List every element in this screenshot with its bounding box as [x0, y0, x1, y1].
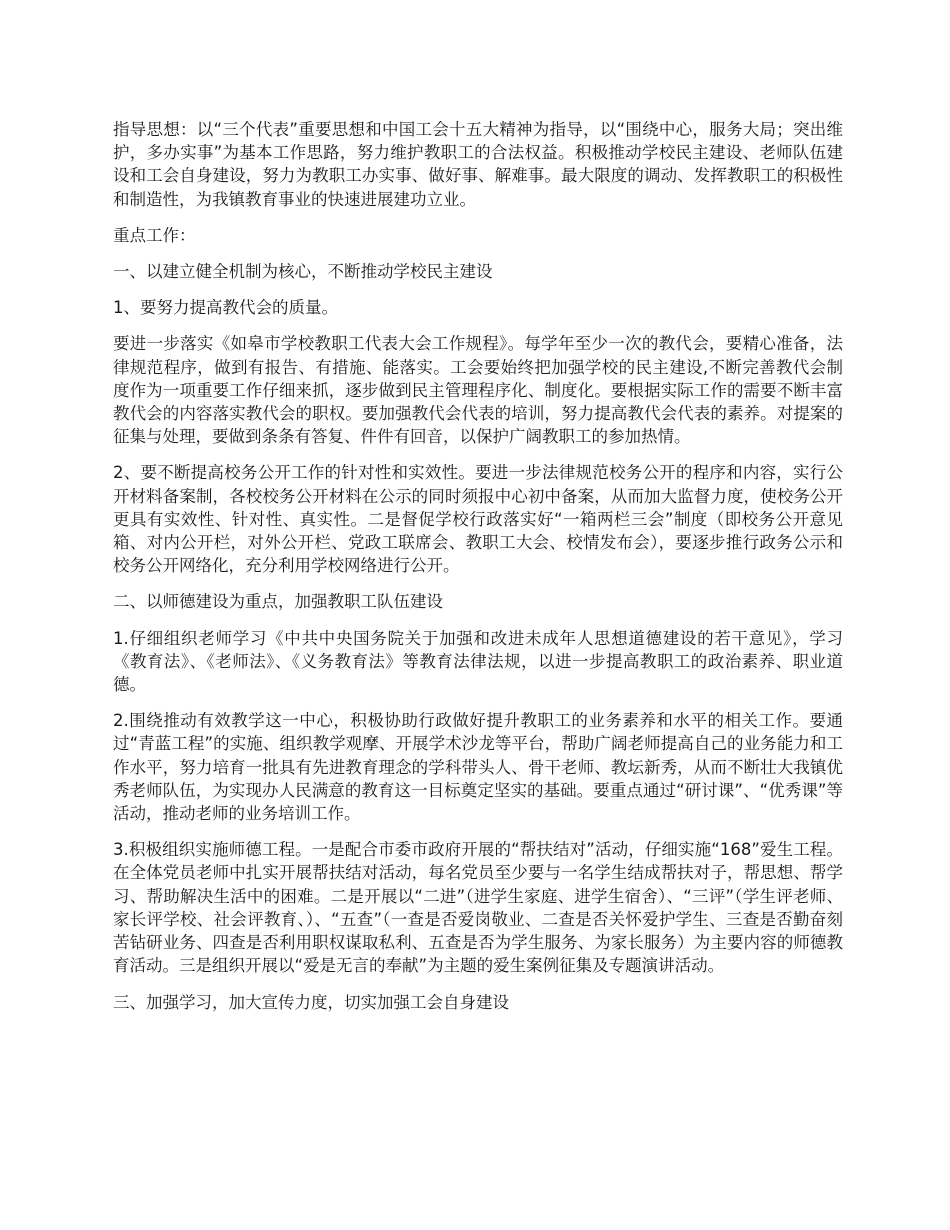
key-work-heading: 重点工作：: [113, 225, 196, 245]
school-affairs-paragraph: 2、要不断提高校务公开工作的针对性和实效性。要进一步法律规范校务公开的程序和内容，实行公开材料备案制，各校校务公开材料在公示的同时须报中心初中备案，从而加大监督力度，使校务公开更具有实效性、针对性、真实性。二是督促学校行政落实好“一箱两栏三会”制度（即校务公开意见箱、对内公开栏，对外公开栏、党政工联席会、教职工大会、校情发布会），要逐步推行政务公示和校务公开网络化，充分利用学校网络进行公开。: [113, 463, 843, 576]
effective-teaching-paragraph: 2.围绕推动有效教学这一中心，积极协助行政做好提升教职工的业务素养和水平的相关工作。要通过“青蓝工程”的实施、组织教学观摩、开展学术沙龙等平台，帮助广阔老师提高自己的业务能力和工作水平，努力培育一批具有先进教育理念的学科带头人、骨干老师、教坛新秀，从而不断壮大我镇优秀老师队伍，为实现办人民满意的教育这一目标奠定坚实的基础。要重点通过“研讨课”、“优秀课”等活动，推动老师的业务培训工作。: [113, 711, 843, 824]
document-page: [113, 118, 843, 1027]
section-one-heading: 一、以建立健全机制为核心，不断推动学校民主建设: [113, 262, 493, 282]
section-three-heading: 三、加强学习，加大宣传力度，切实加强工会自身建设: [113, 992, 509, 1012]
teacher-study-paragraph: 1.仔细组织老师学习《中共中央国务院关于加强和改进未成年人思想道德建设的若干意见》，学习《教育法》、《老师法》、《义务教育法》等教育法律法规，以进一步提高教职工的政治素养、职业道德。: [113, 628, 843, 695]
subsection-1-heading: 1、要努力提高教代会的质量。: [113, 298, 338, 318]
section-two-heading: 二、以师德建设为重点，加强教职工队伍建设: [113, 592, 443, 612]
congress-quality-paragraph: 要进一步落实《如皋市学校教职工代表大会工作规程》。每学年至少一次的教代会，要精心准备，法律规范程序，做到有报告、有措施、能落实。工会要始终把加强学校的民主建设,不断完善教代会制度作为一项重要工作仔细来抓，逐步做到民主管理程序化、制度化。要根据实际工作的需要不断丰富教代会的内容落实教代会的职权。要加强教代会代表的培训，努力提高教代会代表的素养。对提案的征集与处理，要做到条条有答复、件件有回音，以保护广阔教职工的参加热情。: [113, 334, 843, 447]
ethics-project-paragraph: 3.积极组织实施师德工程。一是配合市委市政府开展的“帮扶结对”活动，仔细实施“168”爱生工程。在全体党员老师中扎实开展帮扶结对活动，每名党员至少要与一名学生结成帮扶对子，帮思想、帮学习、帮助解决生活中的困难。二是开展以“二进”（进学生家庭、进学生宿舍）、“三评”（学生评老师、家长评学校、社会评教育、）、“五查”（一查是否爱岗敬业、二查是否关怀爱护学生、三查是否勤奋刻苦钻研业务、四查是否利用职权谋取私利、五查是否为学生服务、为家长服务）为主要内容的师德教育活动。三是组织开展以“爱是无言的奉献”为主题的爱生案例征集及专题演讲活动。: [113, 840, 843, 976]
guiding-ideology-paragraph: 指导思想：以“三个代表”重要思想和中国工会十五大精神为指导，以“围绕中心，服务大局；突出维护，多办实事”为基本工作思路，努力维护教职工的合法权益。积极推动学校民主建设、老师队伍建设和工会自身建设，努力为教职工办实事、做好事、解难事。最大限度的调动、发挥教职工的积极性和制造性，为我镇教育事业的快速进展建功立业。: [113, 120, 843, 209]
